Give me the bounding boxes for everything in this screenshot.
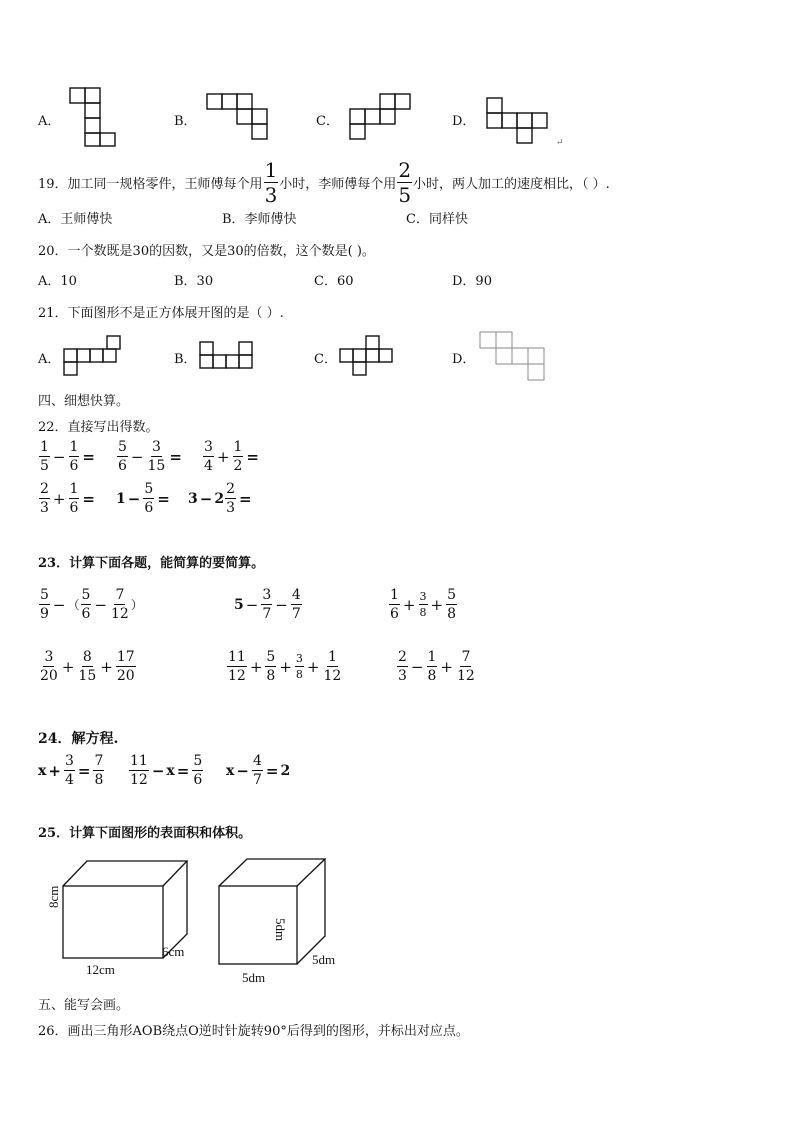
q22-expression-6: 3 − 2 $\frac{2}{3}$ =	[188, 481, 252, 516]
cuboid-width-label: 6cm	[162, 944, 185, 959]
q21-question: 21．下面图形不是正方体展开图的是（ ）.	[38, 306, 284, 321]
q18-net-c[interactable]	[348, 92, 414, 142]
q23-expression-5: $\frac{11}{12}$ + $\frac{5}{8}$ + $\frac{3}{8}$ + $\frac{1}{12}$	[228, 649, 342, 684]
q18-option-a-label: A．	[38, 114, 61, 129]
q20-option-a[interactable]: A．10	[38, 274, 77, 289]
q19-text-2: 小时，李师傅每个用	[279, 177, 397, 192]
cuboid-length-label: 12cm	[86, 962, 115, 977]
q21-option-c-label: C．	[314, 352, 337, 367]
q19-option-b[interactable]: B．李师傅快	[222, 212, 297, 227]
stray-return-mark: ↵	[556, 138, 564, 148]
q18-option-c-label: C．	[316, 114, 339, 129]
q19-fraction-1: $\frac{1}{3}$	[264, 158, 278, 207]
cube-length-label: 5dm	[242, 970, 266, 985]
cuboid-height-label: 8cm	[46, 885, 61, 908]
q23-expression-1: $\frac{5}{9}$ − （ $\frac{5}{6}$ − $\frac{7}{12}$ ）	[40, 587, 143, 622]
q18-option-d-label: D．	[452, 114, 476, 129]
q24-equation-3: x − $\frac{4}{7}$ = 2	[226, 753, 291, 788]
q21-option-a-label: A．	[38, 352, 61, 367]
q19-option-a[interactable]: A．王师傅快	[38, 212, 113, 227]
q24-title: 24．解方程.	[38, 731, 119, 747]
q18-net-d[interactable]	[485, 96, 551, 146]
q20-question: 20．一个数既是30的因数，又是30的倍数，这个数是( )。	[38, 244, 375, 259]
q19-option-c[interactable]: C．同样快	[406, 212, 468, 227]
q19-question	[38, 160, 610, 205]
q23-expression-3: $\frac{1}{6}$ + $\frac{3}{8}$ + $\frac{5}{8}$	[390, 587, 456, 622]
q22-title: 22．直接写出得数。	[38, 420, 159, 435]
q19-fraction-2: $\frac{2}{5}$	[398, 158, 412, 207]
q20-option-b[interactable]: B．30	[174, 274, 214, 289]
cube-height-label: 5dm	[273, 918, 288, 942]
q21-option-d-label: D．	[452, 352, 476, 367]
q23-expression-2: 5 − $\frac{3}{7}$ − $\frac{4}{7}$	[234, 587, 301, 622]
q21-option-b-label: B．	[174, 352, 197, 367]
q20-option-c[interactable]: C．60	[314, 274, 354, 289]
q21-net-b[interactable]	[198, 340, 258, 374]
q19-number: 19．	[38, 177, 68, 192]
q24-equation-2: $\frac{11}{12}$ − x = $\frac{5}{6}$	[130, 753, 203, 788]
q23-title: 23．计算下面各题，能简算的要简算。	[38, 556, 265, 571]
q18-net-a[interactable]	[68, 86, 120, 148]
section-five-heading: 五、能写会画。	[38, 998, 130, 1013]
q21-net-d[interactable]	[478, 330, 550, 384]
q22-expression-4: $\frac{2}{3}$ + $\frac{1}{6}$ =	[40, 481, 95, 516]
q22-expression-5: 1 − $\frac{5}{6}$ =	[116, 481, 170, 516]
q21-net-a[interactable]	[60, 334, 120, 378]
q19-text-3: 小时，两人加工的速度相比，（ ）.	[413, 177, 610, 192]
q22-expression-2: $\frac{5}{6}$ − $\frac{3}{15}$ =	[118, 439, 182, 474]
q18-option-b-label: B．	[174, 114, 197, 129]
q20-option-d[interactable]: D．90	[452, 274, 492, 289]
q25-title: 25．计算下面图形的表面积和体积。	[38, 826, 252, 841]
q23-expression-6: $\frac{2}{3}$ − $\frac{1}{8}$ + $\frac{7}{12}$	[398, 649, 475, 684]
q22-expression-3: $\frac{3}{4}$ + $\frac{1}{2}$ =	[204, 439, 259, 474]
q18-net-b[interactable]	[205, 92, 271, 142]
q21-net-c[interactable]	[338, 334, 398, 378]
q19-text-1: 加工同一规格零件，王师傅每个用	[67, 177, 263, 192]
q23-expression-4: $\frac{3}{20}$ + $\frac{8}{15}$ + $\frac{17}{20}$	[40, 649, 135, 684]
section-four-heading: 四、细想快算。	[38, 394, 130, 409]
q24-equation-1: x + $\frac{3}{4}$ = $\frac{7}{8}$	[38, 753, 104, 788]
cube-width-label: 5dm	[312, 952, 336, 967]
q22-expression-1: $\frac{1}{5}$ − $\frac{1}{6}$ =	[40, 439, 95, 474]
q26-question: 26．画出三角形AOB绕点O逆时针旋转90°后得到的图形，并标出对应点。	[38, 1024, 469, 1039]
